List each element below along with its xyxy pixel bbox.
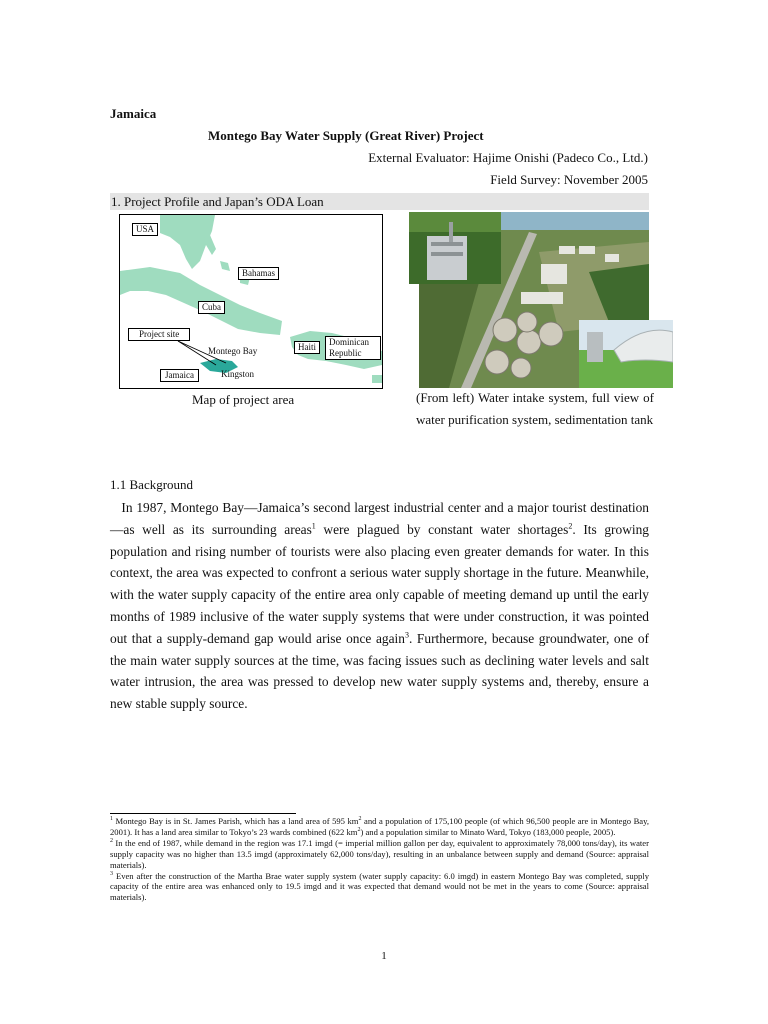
map-graphic <box>120 215 382 388</box>
footnote-divider <box>110 813 296 814</box>
footnote-3-text: Even after the construction of the Martha Brae water supply system (water supply capacity: 6.0 imgd) in eastern Montego Bay was completed, supply capacity of the entire area was enhanced only to 19.5 imgd and it was expected that demand would not be met in the years to come (Source: appraisal materials). <box>110 870 649 903</box>
footnote-ref-3[interactable]: 3 <box>404 630 409 640</box>
map-label-dominican-republic: Dominican Republic <box>325 336 381 360</box>
footnote-1-text-a: Montego Bay is in St. James Parish, which has a land area of 595 km <box>113 816 359 826</box>
background-text-3: . Its growing population and rising number of tourists were also placing even greater demands for water. In this context, the area was expected to confront a serious water supply shortage in the future. Meanwhile, with the water supply capacity of the entire area only capable of meeting demand up until the early months of 1989 inclusive of the water supply systems that were under construction, it was pointed out that a supply-demand gap would arise once again <box>110 521 649 646</box>
footnote-3-number: 3 <box>110 870 113 877</box>
background-text-4: . Furthermore, because groundwater, one of the main water supply sources at the time, was facing issues such as declining water levels and salt water intrusion, the area was pressed to develop new water supply systems and, thereby, ensure a new stable supply source. <box>110 630 650 712</box>
map-caption: Map of project area <box>192 392 295 407</box>
map-label-project-site: Project site <box>128 328 190 341</box>
photo-collage <box>409 212 673 388</box>
background-heading: 1.1 Background <box>110 477 194 492</box>
evaluator-line: External Evaluator: Hajime Onishi (Padeco Co., Ltd.) <box>368 150 648 165</box>
project-title: Montego Bay Water Supply (Great River) Project <box>208 128 484 143</box>
page-number: 1 <box>381 950 387 962</box>
country-heading: Jamaica <box>110 106 157 121</box>
photos-caption: (From left) Water intake system, full view of water purification system, sedimentation tank <box>416 390 654 427</box>
map-label-cuba: Cuba <box>198 301 225 314</box>
field-survey-line: Field Survey: November 2005 <box>490 172 648 187</box>
footnote-1 <box>110 816 649 838</box>
footnote-ref-2[interactable]: 2 <box>568 521 573 531</box>
project-photos <box>409 212 673 388</box>
footnote-ref-1[interactable]: 1 <box>311 521 316 531</box>
footnote-2-number: 2 <box>110 837 113 844</box>
photo-water-intake <box>409 212 501 284</box>
map-label-kingston: Kingston <box>221 369 255 379</box>
section-heading: 1. Project Profile and Japan’s ODA Loan <box>111 194 324 209</box>
footnotes <box>110 816 649 903</box>
footnote-1-text-b: and a population of 175,100 people (of which 96,500 people are in Montego Bay, 2001). It has a land area similar to Tokyo’s 23 wards combined (622 km <box>110 816 649 837</box>
background-text-1: In 1987, Montego Bay—Jamaica’s second largest industrial center and a major tourist destination—as well as its surrounding areas <box>110 500 649 537</box>
map-label-jamaica: Jamaica <box>160 369 199 382</box>
background-text-2: were plagued by constant water shortages <box>315 521 569 537</box>
map-land-puerto-rico <box>372 375 382 383</box>
photo-sedimentation-tank <box>579 320 673 388</box>
background-paragraph <box>110 497 649 715</box>
footnote-1-number: 1 <box>110 816 113 823</box>
footnote-2-text: In the end of 1987, while demand in the region was 17.1 imgd (= imperial million gallon per day, equivalent to approximately 78,000 tons/day), its water supply capacity was no higher than 13.5 imgd (approximately 62,000 tons/day), resulting in an unbalance between supply and demand (Source: appraisal materials). <box>110 837 649 870</box>
map-label-haiti: Haiti <box>294 341 320 354</box>
footnote-2 <box>110 838 649 871</box>
footnote-1-sup-b: 2 <box>357 827 361 834</box>
footnote-1-text-c: ) and a population similar to Minato Ward, Tokyo (183,000 people, 2005). <box>360 826 616 837</box>
map-label-montego-bay: Montego Bay <box>208 346 258 356</box>
project-area-map <box>119 214 383 389</box>
map-label-usa: USA <box>132 223 158 236</box>
footnote-3 <box>110 871 649 904</box>
map-label-bahamas: Bahamas <box>238 267 279 280</box>
footnote-1-sup-a: 2 <box>358 816 362 823</box>
